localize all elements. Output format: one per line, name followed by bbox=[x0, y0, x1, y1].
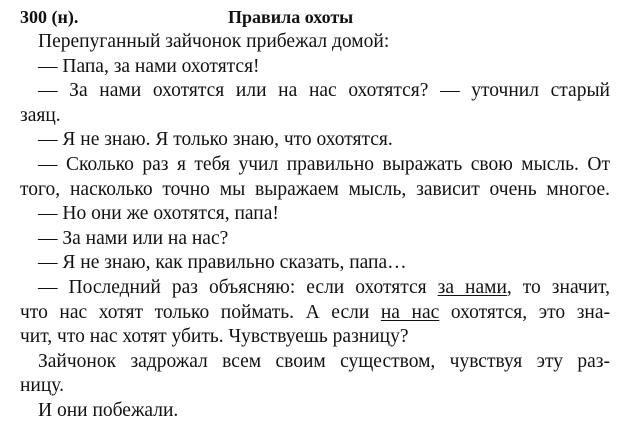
exercise-header bbox=[20, 4, 610, 30]
text-line: — Но они же охотятся, папа! bbox=[38, 203, 279, 225]
exercise-title: Правила охоты bbox=[228, 7, 354, 27]
text-segment: — Последний раз объясняю: если охотятся bbox=[38, 276, 438, 298]
text-line: Зайчонок задрожал всем своим существом, чувствуя эту раз- bbox=[38, 350, 610, 372]
text-segment: , то значит, bbox=[506, 276, 610, 298]
text-line: И они побежали. bbox=[38, 399, 179, 421]
text-segment: охотятся, это зна- bbox=[439, 301, 610, 323]
text-line bbox=[20, 276, 610, 301]
text-line: — Я не знаю, как правильно сказать, папа… bbox=[38, 252, 407, 274]
text-line: — За нами охотятся или на нас охотятся? — уточнил старый bbox=[38, 80, 610, 102]
text-segment: что нас хотят только поймать. А если bbox=[20, 301, 381, 323]
exercise-text bbox=[20, 30, 610, 424]
text-line: заяц. bbox=[20, 104, 61, 126]
exercise-number: 300 (н). bbox=[20, 7, 79, 27]
text-line: того, насколько точно мы выражаем мысль, зависит очень многое. bbox=[20, 178, 610, 200]
underlined-phrase: на нас bbox=[380, 301, 440, 323]
text-line: Перепуганный зайчонок прибежал домой: bbox=[38, 31, 390, 52]
text-line: — За нами или на нас? bbox=[38, 227, 229, 249]
text-line: — Сколько раз я тебя учил правильно выражать свою мысль. От bbox=[38, 153, 610, 175]
text-line: ницу. bbox=[20, 375, 64, 397]
text-line: чит, что нас хотят убить. Чувствуешь разницу? bbox=[20, 326, 409, 348]
exercise-page bbox=[20, 4, 610, 424]
text-line bbox=[20, 301, 610, 326]
text-line: — Я не знаю. Я только знаю, что охотятся. bbox=[38, 129, 393, 151]
text-line: — Папа, за нами охотятся! bbox=[38, 55, 260, 77]
underlined-phrase: за нами bbox=[437, 276, 507, 298]
